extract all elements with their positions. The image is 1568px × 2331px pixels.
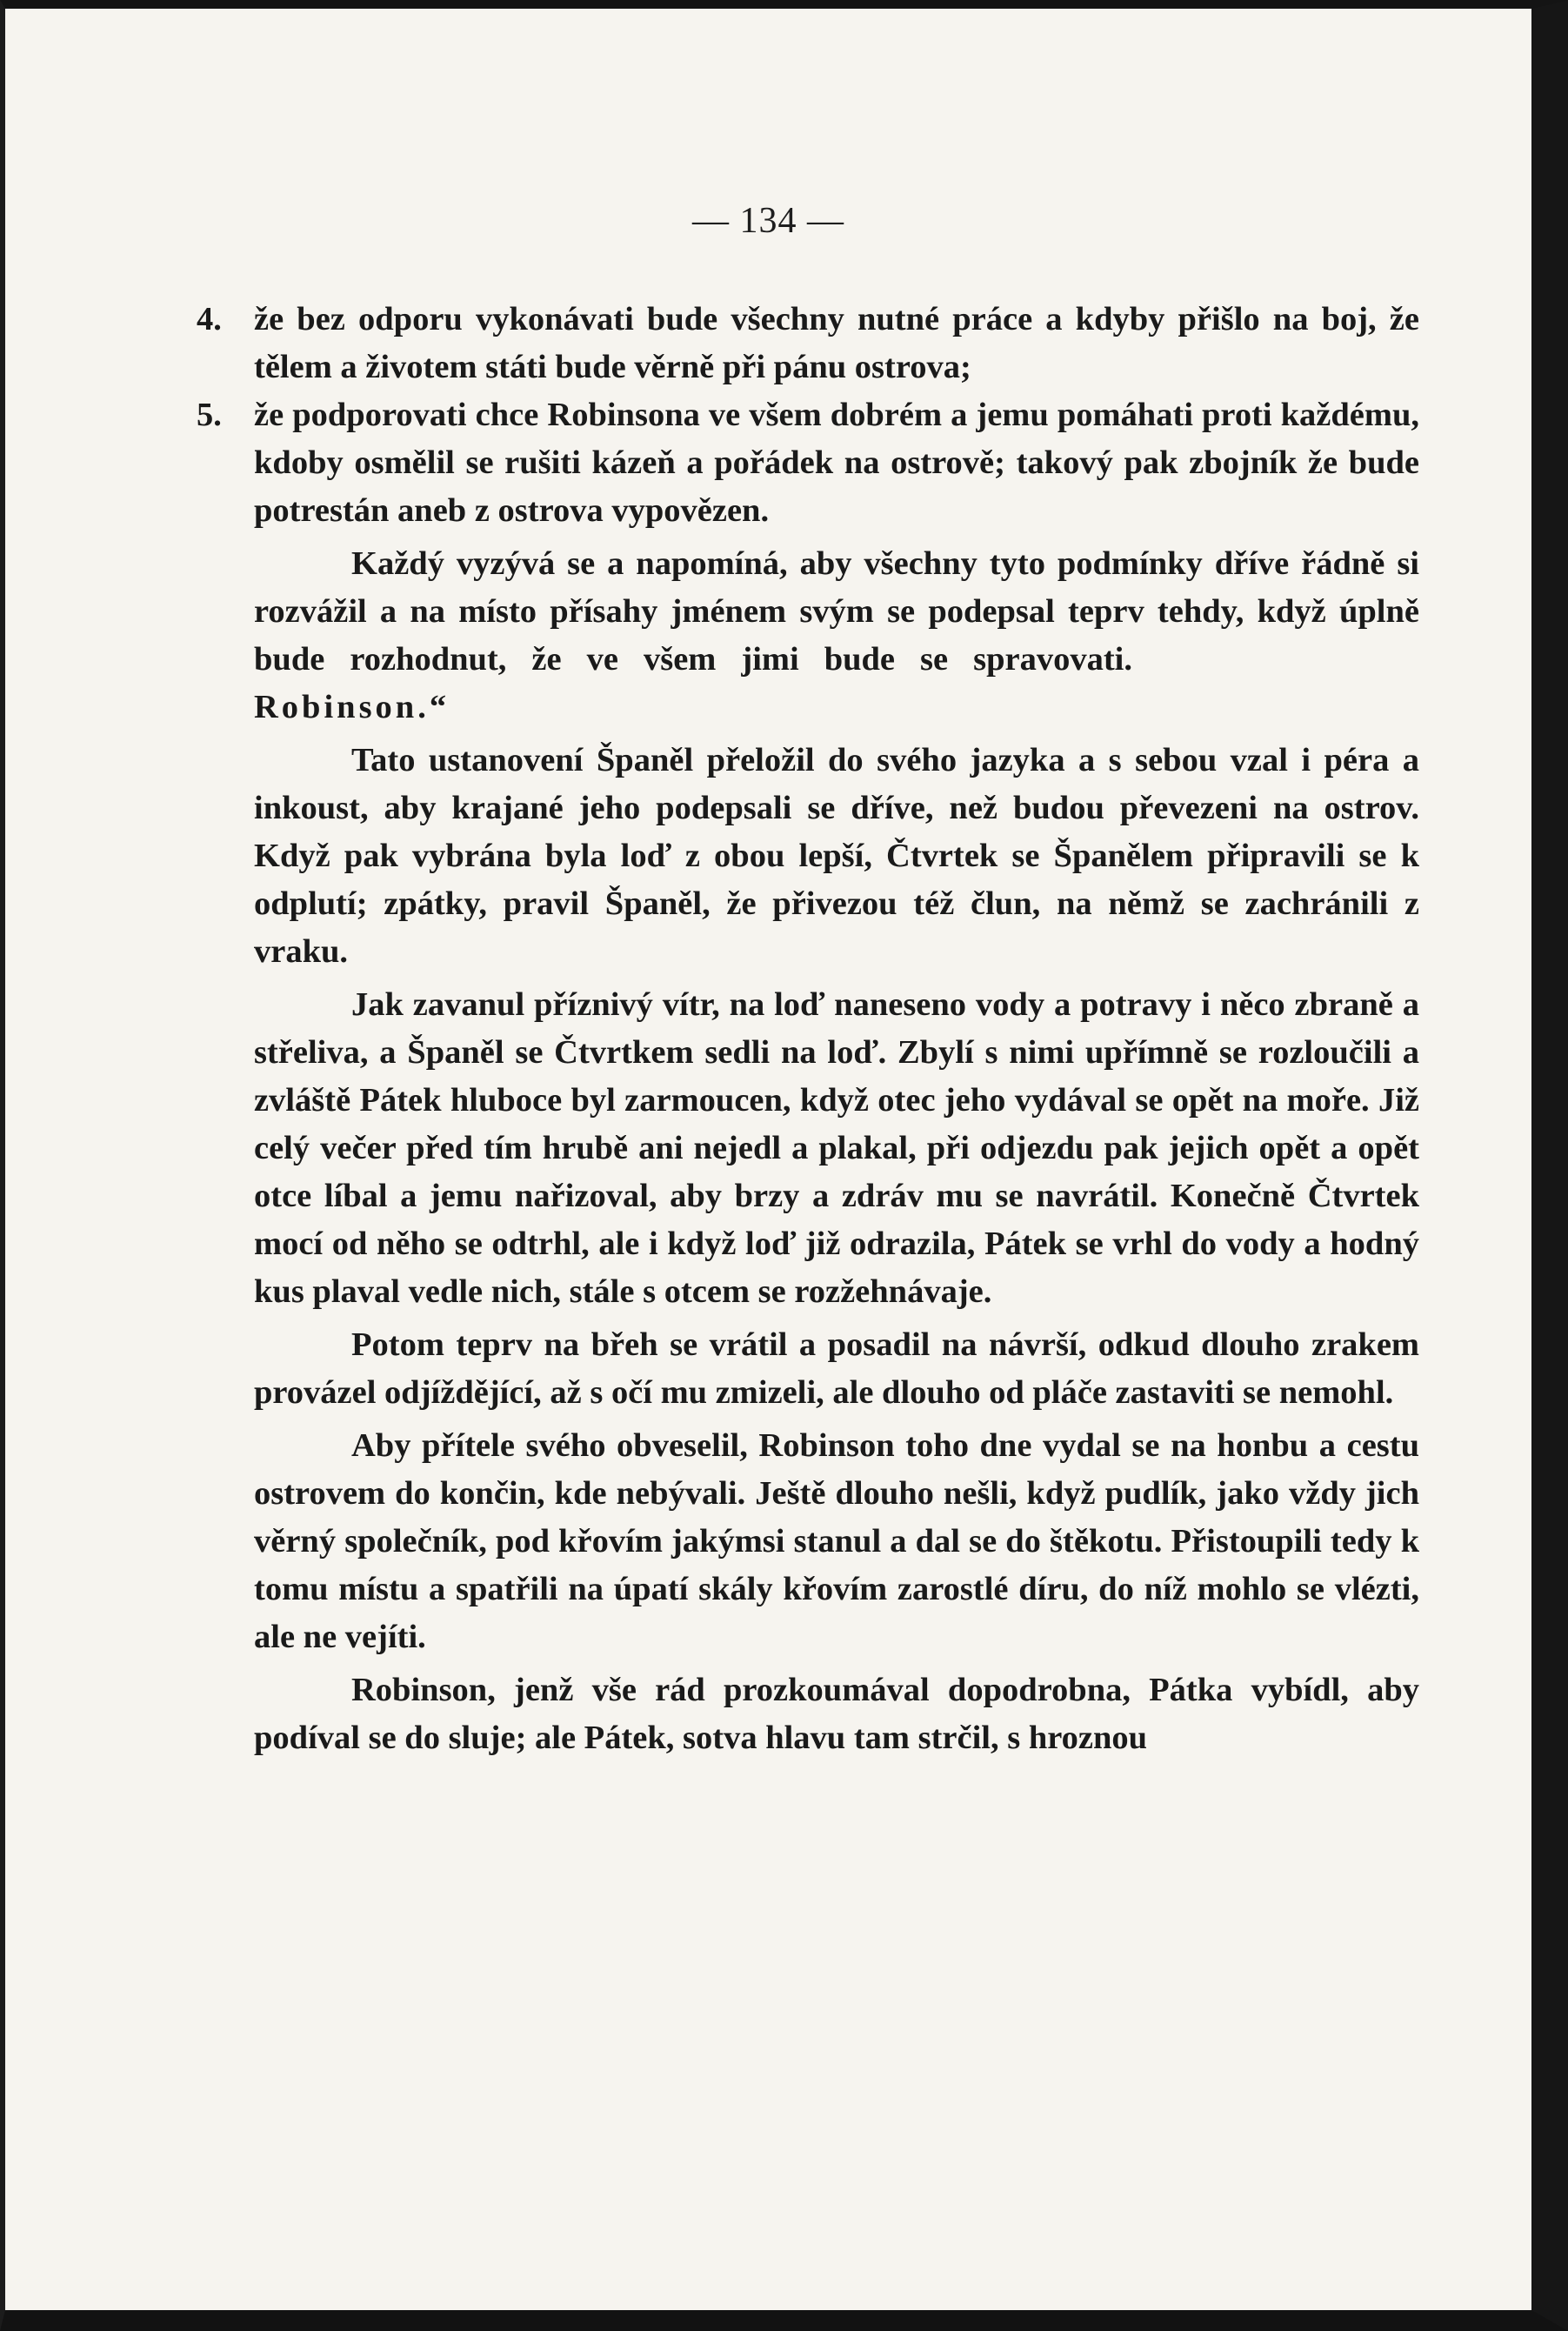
page-number: — 134 — xyxy=(692,201,844,241)
list-item-text: že podporovati chce Robinsona ve všem dobrém a jemu pomáhati proti každému, kdoby osmělil se rušiti kázeň a pořádek na ostrově; takový pak zbojník že bude potrestán aneb z ostrova vypovězen. xyxy=(254,397,1419,529)
paragraph-cave: Robinson, jenž vše rád prozkoumával dopodrobna, Pátka vybídl, aby podíval se do sluje; ale Pátek, sotva hlavu tam strčil, s hroznou xyxy=(254,1672,1419,1756)
paragraph-conditions xyxy=(254,540,1419,731)
paragraph-translation: Tato ustanovení Španěl přeložil do svého jazyka a s sebou vzal i péra a inkoust, aby krajané jeho podepsali se dříve, než budou převezeni na ostrov. Když pak vybrána byla loď z obou lepší, Čtvrtek se Španělem připravili se k odplutí; zpátky, pravil Španěl, že přivezou též člun, na němž se zachránili z vraku. xyxy=(254,742,1419,970)
list-item-number: 4. xyxy=(197,301,222,337)
paragraph-shore: Potom teprv na břeh se vrátil a posadil na návrší, odkud dlouho zrakem provázel odjíždějící, až s očí mu zmizeli, ale dlouho od pláče zastaviti se nemohl. xyxy=(254,1326,1419,1411)
list-item-5 xyxy=(158,391,1419,535)
paragraph-departure: Jak zavanul příznivý vítr, na loď naneseno vody a potravy i něco zbraně a střeliva, a Španěl se Čtvrtkem sedli na loď. Zbylí s nimi upřímně se rozloučili a zvláště Pátek hluboce byl zarmoucen, když otec jeho vydával se opět na moře. Již celý večer před tím hrubě ani nejedl a plakal, při odjezdu pak jejich opět a opět otce líbal a jemu nařizoval, aby brzy a zdráv mu se navrátil. Konečně Čtvrtek mocí od něho se odtrhl, ale i když loď již odrazila, Pátek se vrhl do vody a hodný kus plaval vedle nich, stále s otcem se rozžehnávaje. xyxy=(254,986,1419,1310)
signature-robinson: Robinson.“ xyxy=(254,689,450,725)
list-item-4 xyxy=(158,296,1419,391)
paragraph-conditions-text: Každý vyzývá se a napomíná, aby všechny tyto podmínky dříve řádně si rozvážil a na místo přísahy jménem svým se podepsal teprv tehdy, když úplně bude rozhodnut, že ve všem jimi bude se spravovati. xyxy=(254,545,1419,678)
page-body xyxy=(197,296,1419,1762)
list-item-number: 5. xyxy=(197,397,222,433)
list-item-text: že bez odporu vykonávati bude všechny nutné práce a kdyby přišlo na boj, že tělem a životem státi bude věrně při pánu ostrova; xyxy=(254,301,1419,385)
paragraph-hunt: Aby přítele svého obveselil, Robinson toho dne vydal se na honbu a cestu ostrovem do končin, kde nebývali. Ještě dlouho nešli, když pudlík, jako vždy jich věrný společník, pod křovím jakýmsi stanul a dal se do štěkotu. Přistoupili tedy k tomu místu a spatřili na úpatí skály křovím zarostlé díru, do níž mohlo se vlézti, ale ne vejíti. xyxy=(254,1427,1419,1655)
